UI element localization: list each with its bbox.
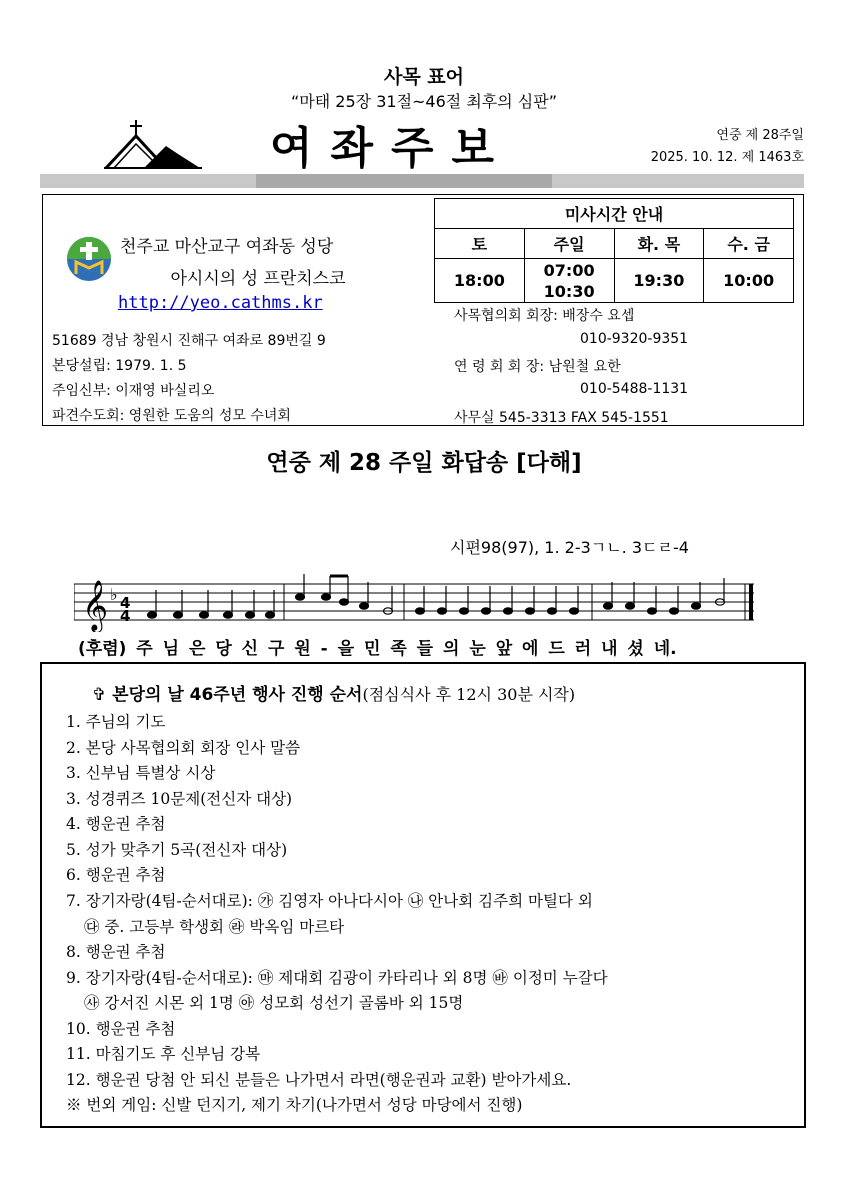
- issue-date: 2025. 10. 12. 제 1463호: [650, 150, 804, 165]
- psalm-title: 연중 제 28 주일 화답송 [다해]: [266, 450, 582, 476]
- parish-founded: 본당설립: 1979. 1. 5: [52, 358, 187, 374]
- program-item: ㉴ 강서진 시몬 외 1명 ㉵ 성모회 성선기 골롬바 외 15명: [84, 994, 464, 1012]
- svg-text:4: 4: [120, 594, 131, 612]
- program-item: 10. 행운권 추첨: [66, 1020, 176, 1038]
- council-phone: 010-9320-9351: [580, 331, 689, 347]
- psalm-refrain: (후렴) 주 님 은 당 신 구 원 - 을 민 족 들 의 눈 앞 에 드 러 내 셨 네.: [78, 639, 677, 659]
- program-title-main: ✞ 본당의 날 46주년 행사 진행 순서: [92, 685, 363, 705]
- program-item: 11. 마침기도 후 신부님 강복: [66, 1045, 261, 1063]
- program-item: 2. 본당 사목협의회 회장 인사 말씀: [66, 739, 301, 757]
- program-item: 5. 성가 맞추기 5곡(전신자 대상): [66, 841, 288, 859]
- mass-day-sat: 토: [435, 229, 525, 259]
- parish-url-link[interactable]: http://yeo.cathms.kr: [118, 293, 323, 313]
- music-staff: [74, 574, 754, 632]
- elder-president: 연 령 회 회 장: 남원철 요한: [454, 359, 621, 375]
- motto-title: 사목 표어: [383, 66, 465, 88]
- mass-time-tue-thu: 19:30: [614, 259, 704, 303]
- parish-address: 51689 경남 창원시 진해구 여좌로 89번길 9: [52, 333, 326, 349]
- program-item: 3. 신부님 특별상 시상: [66, 764, 216, 782]
- mass-table-title: 미사시간 안내: [435, 199, 794, 229]
- bulletin-title: 여좌주보: [270, 123, 513, 174]
- parish-pastor: 주임신부: 이재영 바실리오: [52, 383, 215, 399]
- program-item: 8. 행운권 추첨: [66, 943, 166, 961]
- motto-subtitle: “마태 25장 31절~46절 최후의 심판”: [291, 92, 557, 111]
- svg-text:4: 4: [120, 607, 131, 625]
- program-item: 12. 행운권 당첨 안 되신 분들은 나가면서 라면(행운권과 교환) 받아가세요.: [66, 1071, 572, 1089]
- parish-sisters: 파견수도회: 영원한 도움의 성모 수녀회: [52, 408, 291, 424]
- program-note: ※ 번외 게임: 신발 던지기, 제기 차기(나가면서 성당 마당에서 진행): [66, 1096, 523, 1114]
- mass-time-sun-early: 07:00: [543, 260, 595, 280]
- mass-day-tue-thu: 화. 목: [614, 229, 704, 259]
- svg-text:𝄞: 𝄞: [82, 580, 109, 631]
- mass-time-sun-late: 10:30: [543, 281, 595, 301]
- parish-patron: 아시시의 성 프란치스코: [170, 269, 346, 289]
- mass-day-wed-fri: 수. 금: [704, 229, 794, 259]
- parish-logo-icon: [66, 236, 112, 282]
- office-contact: 사무실 545-3313 FAX 545-1551: [454, 410, 669, 426]
- council-president: 사목협의회 회장: 배장수 요셉: [454, 308, 635, 324]
- program-item: 6. 행운권 추첨: [66, 866, 166, 884]
- elder-phone: 010-5488-1131: [580, 381, 689, 397]
- program-item: 9. 장기자랑(4팀-순서대로): ㉲ 제대회 김광이 카타리나 외 8명 ㉳ 이정미 누갈다: [66, 969, 608, 987]
- mass-schedule-table: [434, 198, 794, 303]
- church-logo-icon: [104, 118, 202, 170]
- program-item: ㉰ 중. 고등부 학생회 ㉱ 박옥임 마르타: [84, 918, 345, 936]
- psalm-reference: 시편98(97), 1. 2-3ㄱㄴ. 3ㄷㄹ-4: [450, 538, 689, 557]
- mass-time-sat: 18:00: [435, 259, 525, 303]
- header-divider-accent: [256, 174, 552, 188]
- program-item: 1. 주님의 기도: [66, 713, 166, 731]
- program-title: [92, 680, 575, 705]
- program-item: 4. 행운권 추첨: [66, 815, 166, 833]
- parish-name: 천주교 마산교구 여좌동 성당: [120, 237, 334, 257]
- mass-time-wed-fri: 10:00: [704, 259, 794, 303]
- program-item: 3. 성경퀴즈 10문제(전신자 대상): [66, 790, 293, 808]
- mass-time-sun: [524, 259, 614, 303]
- issue-week: 연중 제 28주일: [716, 128, 804, 143]
- mass-day-sun: 주일: [524, 229, 614, 259]
- program-title-sub: (점심식사 후 12시 30분 시작): [362, 685, 576, 704]
- svg-text:♭: ♭: [110, 585, 118, 604]
- program-item: 7. 장기자랑(4팀-순서대로): ㉮ 김영자 아나다시아 ㉯ 안나회 김주희 마틸다 외: [66, 892, 593, 910]
